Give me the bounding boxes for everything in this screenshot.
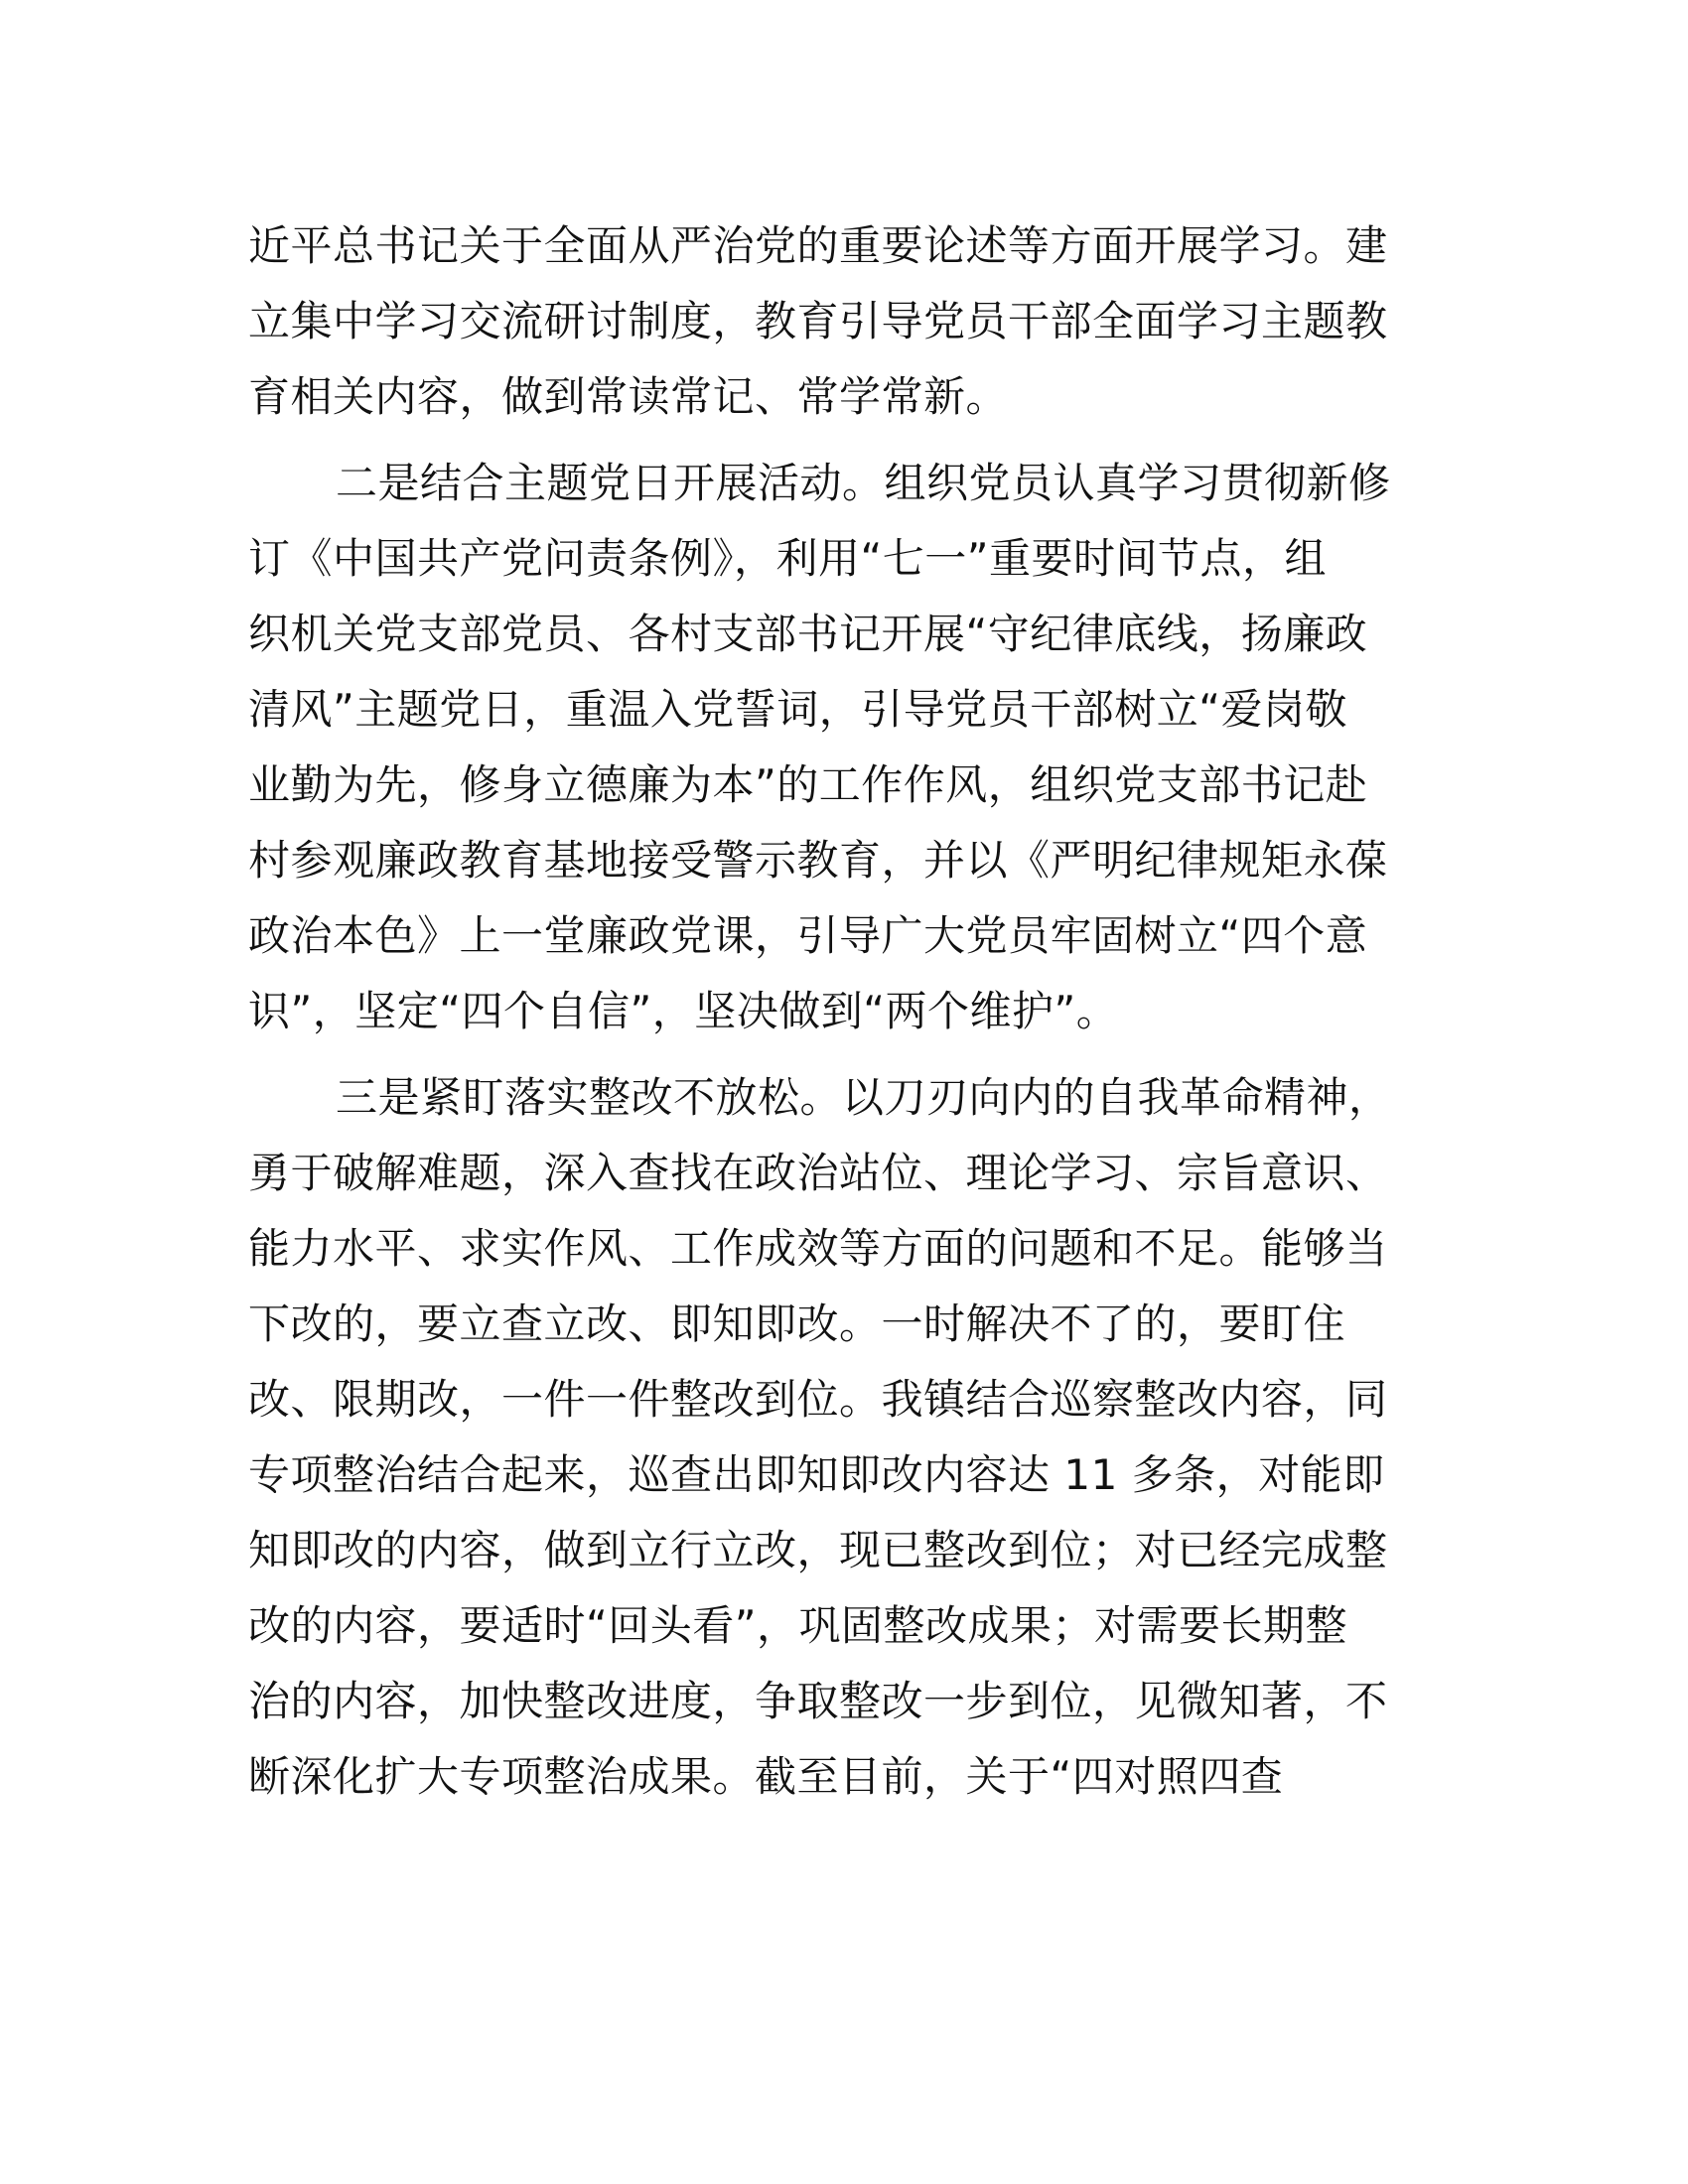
text-line: 政治本色》上一堂廉政党课，引导广大党员牢固树立“四个意 bbox=[248, 911, 1368, 960]
document-page bbox=[248, 208, 1440, 1826]
text-line: 育相关内容，做到常读常记、常学常新。 bbox=[248, 372, 1009, 421]
text-line: 立集中学习交流研讨制度，教育引导党员干部全面学习主题教 bbox=[248, 297, 1388, 345]
text-line: 识”，坚定“四个自信”，坚决做到“两个维护”。 bbox=[248, 987, 1119, 1035]
text-line: 二是结合主题党日开展活动。组织党员认真学习贯彻新修 bbox=[336, 459, 1391, 507]
paragraph-rectification bbox=[248, 1060, 1440, 1815]
paragraph-study-content bbox=[248, 208, 1440, 435]
text-line: 近平总书记关于全面从严治党的重要论述等方面开展学习。建 bbox=[248, 221, 1388, 270]
text-line: 勇于破解难题，深入查找在政治站位、理论学习、宗旨意识、 bbox=[248, 1149, 1388, 1197]
text-line: 订《中国共产党问责条例》，利用“七一”重要时间节点，组 bbox=[248, 534, 1328, 583]
text-line: 业勤为先，修身立德廉为本”的工作作风，组织党支部书记赴 bbox=[248, 760, 1368, 809]
text-line: 清风”主题党日，重温入党誓词，引导党员干部树立“爱岗敬 bbox=[248, 685, 1348, 734]
text-line: 村参观廉政教育基地接受警示教育，并以《严明纪律规矩永葆 bbox=[248, 836, 1388, 885]
text-line: 改、限期改，一件一件整改到位。我镇结合巡察整改内容，同 bbox=[248, 1375, 1388, 1424]
text-line: 治的内容，加快整改进度，争取整改一步到位，见微知著，不 bbox=[248, 1677, 1388, 1725]
text-line: 三是紧盯落实整改不放松。以刀刃向内的自我革命精神， bbox=[336, 1073, 1391, 1122]
text-line: 改的内容，要适时“回头看”，巩固整改成果；对需要长期整 bbox=[248, 1601, 1348, 1650]
text-line: 专项整治结合起来，巡查出即知即改内容达 11 多条，对能即 bbox=[248, 1450, 1385, 1499]
text-line: 知即改的内容，做到立行立改，现已整改到位；对已经完成整 bbox=[248, 1526, 1388, 1574]
text-line: 能力水平、求实作风、工作成效等方面的问题和不足。能够当 bbox=[248, 1224, 1388, 1273]
text-line: 织机关党支部党员、各村支部书记开展“守纪律底线，扬廉政 bbox=[248, 610, 1368, 658]
text-line: 下改的，要立查立改、即知即改。一时解决不了的，要盯住 bbox=[248, 1299, 1346, 1348]
paragraph-theme-party-day bbox=[248, 446, 1440, 1049]
text-line: 断深化扩大专项整治成果。截至目前，关于“四对照四查 bbox=[248, 1752, 1284, 1801]
